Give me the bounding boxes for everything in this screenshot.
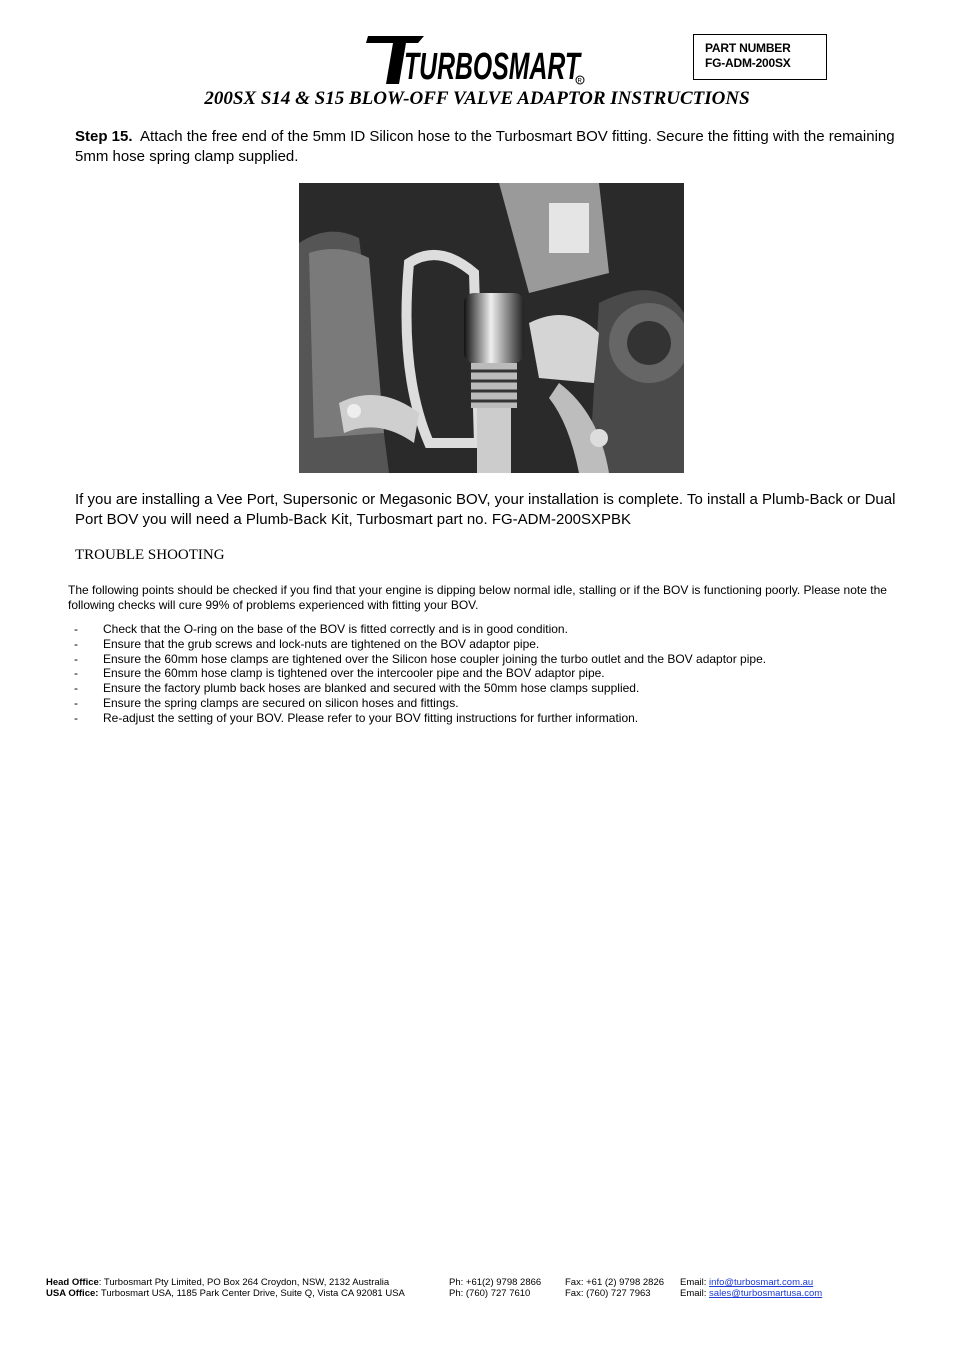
engine-bay-photo	[299, 183, 684, 473]
footer-head-office-row	[46, 1277, 906, 1288]
usa-office-phone: Ph: (760) 727 7610	[449, 1288, 531, 1299]
part-number-value: FG-ADM-200SX	[705, 56, 791, 70]
step-label: Step 15.	[75, 128, 133, 145]
head-office-address: : Turbosmart Pty Limited, PO Box 264 Croydon, NSW, 2132 Australia	[98, 1277, 390, 1288]
head-office-phone: Ph: +61(2) 9798 2866	[449, 1277, 542, 1288]
svg-text:R: R	[577, 78, 582, 85]
usa-office-label: USA Office:	[46, 1288, 99, 1299]
bullet-dash: -	[74, 695, 78, 710]
bullet-dash: -	[74, 710, 78, 725]
list-item: - Re-adjust the setting of your BOV. Please refer to your BOV fitting instructions for further information.	[74, 710, 639, 725]
step-text: Attach the free end of the 5mm ID Silicon hose to the Turbosmart BOV fitting. Secure the fitting with the remaining 5mm hose spring clamp supplied.	[75, 128, 895, 165]
footer-usa-office-row	[46, 1288, 906, 1299]
head-office-email-label: Email:	[680, 1277, 710, 1288]
logo-wordmark: TURBOSMART	[404, 46, 582, 86]
head-office-fax: Fax: +61 (2) 9798 2826	[565, 1277, 665, 1288]
list-item: - Check that the O-ring on the base of the BOV is fitted correctly and is in good condition.	[74, 622, 568, 636]
usa-office-fax: Fax: (760) 727 7963	[565, 1288, 651, 1299]
part-number-label: PART NUMBER	[705, 41, 791, 55]
bullet-dash: -	[74, 622, 78, 636]
trouble-shooting-heading: TROUBLE SHOOTING	[75, 547, 225, 563]
list-item: - Ensure that the grub screws and lock-nuts are tightened on the BOV adaptor pipe.	[74, 636, 540, 651]
trouble-shooting-checklist	[68, 622, 928, 726]
part-number-box	[693, 34, 827, 80]
list-item: - Ensure the spring clamps are secured on silicon hoses and fittings.	[74, 695, 459, 710]
list-item: - Ensure the factory plumb back hoses are blanked and secured with the 50mm hose clamps supplied.	[74, 681, 640, 696]
installation-note: If you are installing a Vee Port, Supersonic or Megasonic BOV, your installation is complete. To install a Plumb-Back or Dual Port BOV you will need a Plumb-Back Kit, Turbosmart part no. FG-ADM-200SXPBK	[75, 491, 896, 528]
bullet-dash: -	[74, 681, 78, 696]
head-office-label: Head Office	[46, 1277, 99, 1288]
step-paragraph	[75, 127, 905, 166]
footer	[46, 1277, 906, 1299]
trouble-shooting-intro: The following points should be checked if you find that your engine is dipping below normal idle, stalling or if the BOV is functioning poorly. Please note the following checks will cure 99% of problems experienced with fitting your BOV.	[68, 583, 887, 612]
turbosmart-logo	[366, 34, 588, 86]
bullet-dash: -	[74, 651, 78, 666]
list-item: - Ensure the 60mm hose clamps are tightened over the Silicon hose coupler joining the turbo outlet and the BOV adaptor pipe.	[74, 651, 767, 666]
document-title: 200SX S14 & S15 BLOW-OFF VALVE ADAPTOR INSTRUCTIONS	[204, 88, 750, 109]
list-item: - Ensure the 60mm hose clamp is tightened over the intercooler pipe and the BOV adaptor pipe.	[74, 666, 605, 681]
usa-office-email-label: Email:	[680, 1288, 710, 1299]
usa-office-address: Turbosmart USA, 1185 Park Center Drive, Suite Q, Vista CA 92081 USA	[98, 1288, 405, 1299]
head-office-email-link[interactable]: info@turbosmart.com.au	[709, 1277, 814, 1288]
bullet-dash: -	[74, 666, 78, 681]
bullet-dash: -	[74, 636, 78, 651]
usa-office-email-link[interactable]: sales@turbosmartusa.com	[709, 1288, 823, 1299]
